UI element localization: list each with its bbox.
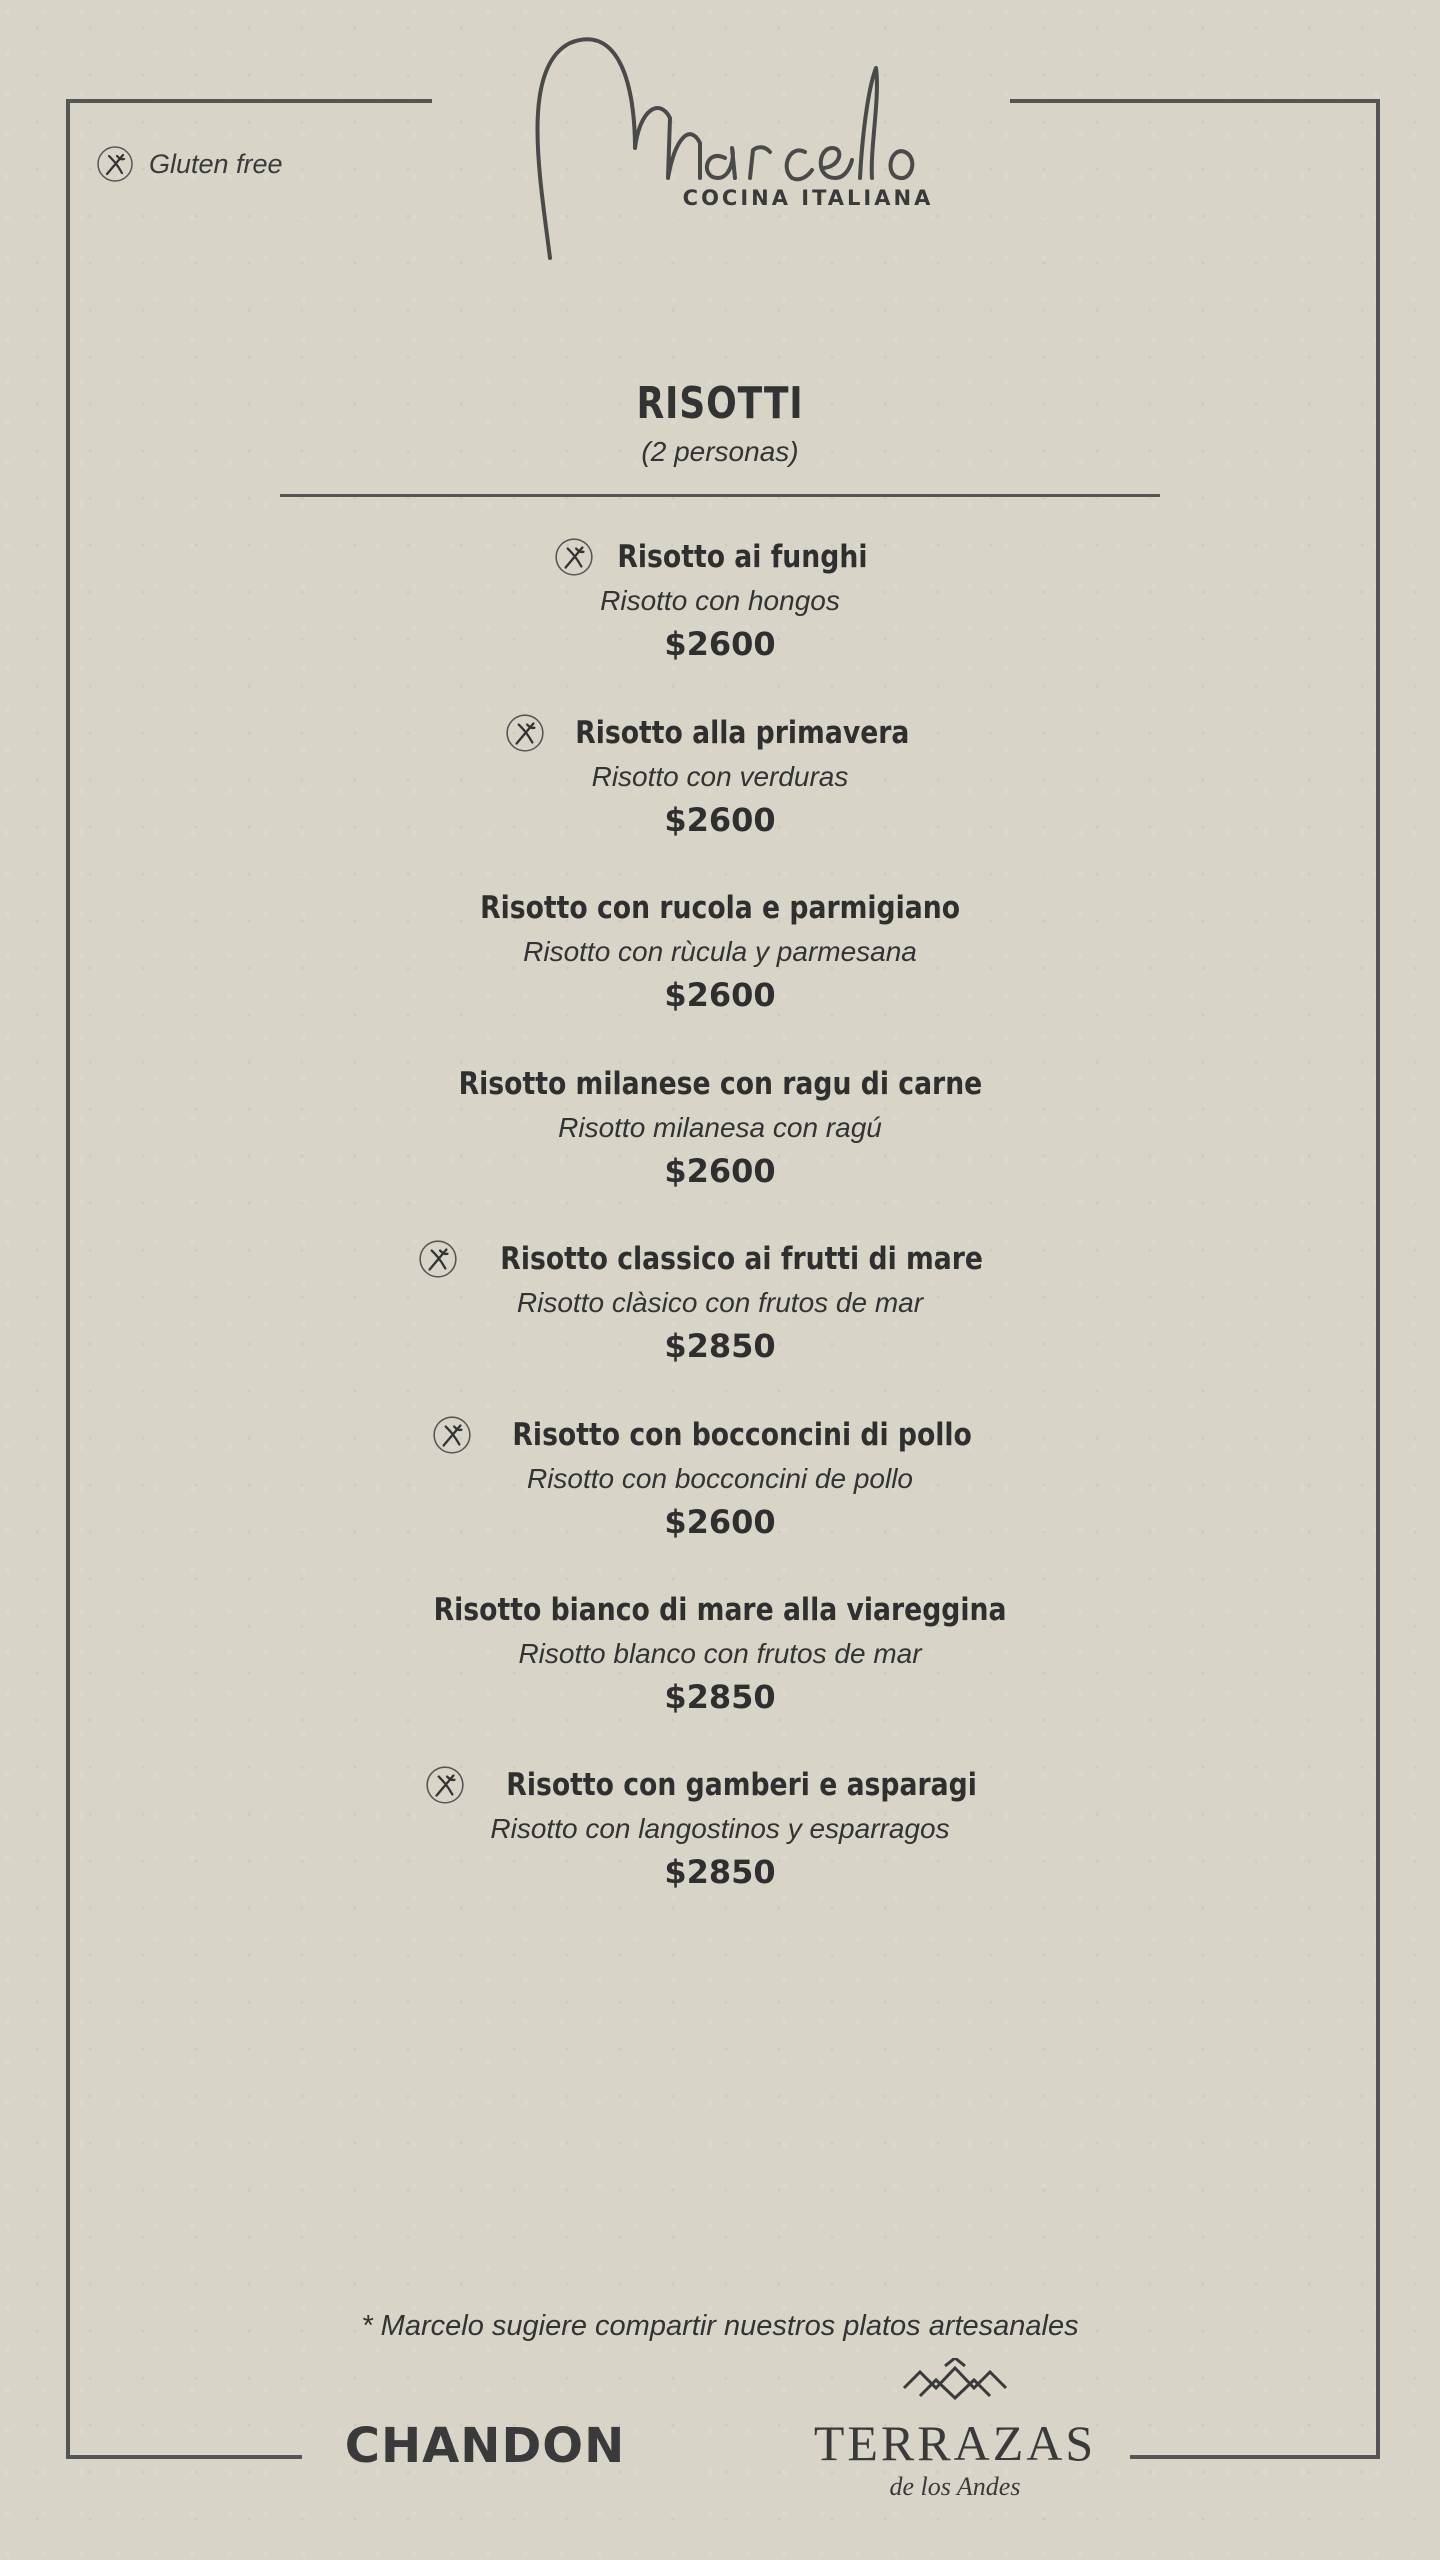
menu-item-description: Risotto con bocconcini de pollo	[526, 1463, 913, 1494]
menu-item-name: Risotto classico ai frutti di mare	[500, 1241, 984, 1277]
menu-item-name: Risotto con rucola e parmigiano	[480, 890, 960, 926]
section-divider	[280, 494, 1160, 497]
brand-subtitle: COCINA ITALIANA	[682, 186, 934, 210]
menu-item	[0, 710, 1440, 842]
menu-item	[0, 1061, 1440, 1193]
menu-item-name: Risotto milanese con ragu di carne	[458, 1066, 982, 1102]
terrazas-logo: TERRAZAS	[813, 2415, 1097, 2471]
menu-item-description: Risotto con langostinos y esparragos	[490, 1813, 950, 1844]
section-subtitle: (2 personas)	[641, 436, 799, 467]
gluten-free-icon	[504, 712, 546, 754]
gluten-free-icon	[431, 1414, 473, 1456]
frame-bottom-left	[66, 2455, 302, 2459]
gluten-free-label: Gluten free	[149, 148, 283, 179]
menu-item-price: $2600	[664, 976, 776, 1014]
menu-item	[0, 1236, 1440, 1368]
frame-bottom-right	[1130, 2455, 1380, 2459]
gluten-free-icon	[95, 144, 135, 184]
menu-item-price: $2600	[664, 1503, 776, 1541]
menu-item-name: Risotto bianco di mare alla viareggina	[433, 1592, 1007, 1628]
menu-item-description: Risotto con hongos	[600, 585, 840, 616]
gluten-free-icon	[424, 1764, 466, 1806]
menu-item-description: Risotto blanco con frutos de mar	[518, 1638, 922, 1669]
menu-item-price: $2600	[664, 625, 776, 663]
section-title: RISOTTI	[636, 378, 804, 429]
menu-item-description: Risotto con verduras	[591, 761, 849, 792]
menu-item-description: Risotto clàsico con frutos de mar	[516, 1287, 924, 1318]
gluten-free-legend	[95, 144, 283, 184]
menu-item	[0, 1412, 1440, 1544]
menu-item-name: Risotto ai funghi	[616, 539, 868, 575]
menu-item-name: Risotto alla primavera	[574, 715, 910, 751]
frame-top-left	[66, 99, 432, 103]
gluten-free-icon	[417, 1238, 459, 1280]
footnote: * Marcelo sugiere compartir nuestros platos artesanales	[361, 2310, 1079, 2342]
menu-item-price: $2600	[664, 1152, 776, 1190]
menu-item-name: Risotto con gamberi e asparagi	[506, 1767, 978, 1803]
menu-item-name: Risotto con bocconcini di pollo	[512, 1417, 972, 1453]
frame-top-right	[1010, 99, 1380, 103]
terrazas-subtitle: de los Andes	[889, 2472, 1021, 2501]
menu-item-price: $2850	[664, 1327, 776, 1365]
gluten-free-icon	[553, 536, 595, 578]
marcelo-logo	[510, 28, 950, 268]
menu-item-description: Risotto milanesa con ragú	[558, 1112, 882, 1143]
menu-item	[0, 1762, 1440, 1894]
menu-item-price: $2600	[664, 801, 776, 839]
terrazas-mountain-icon	[900, 2358, 1010, 2410]
menu-item-price: $2850	[664, 1853, 776, 1891]
menu-item	[0, 885, 1440, 1017]
menu-item-description: Risotto con rùcula y parmesana	[523, 936, 917, 967]
chandon-logo: CHANDON	[344, 2418, 626, 2474]
menu-item	[0, 534, 1440, 666]
menu-item	[0, 1587, 1440, 1719]
menu-item-price: $2850	[664, 1678, 776, 1716]
